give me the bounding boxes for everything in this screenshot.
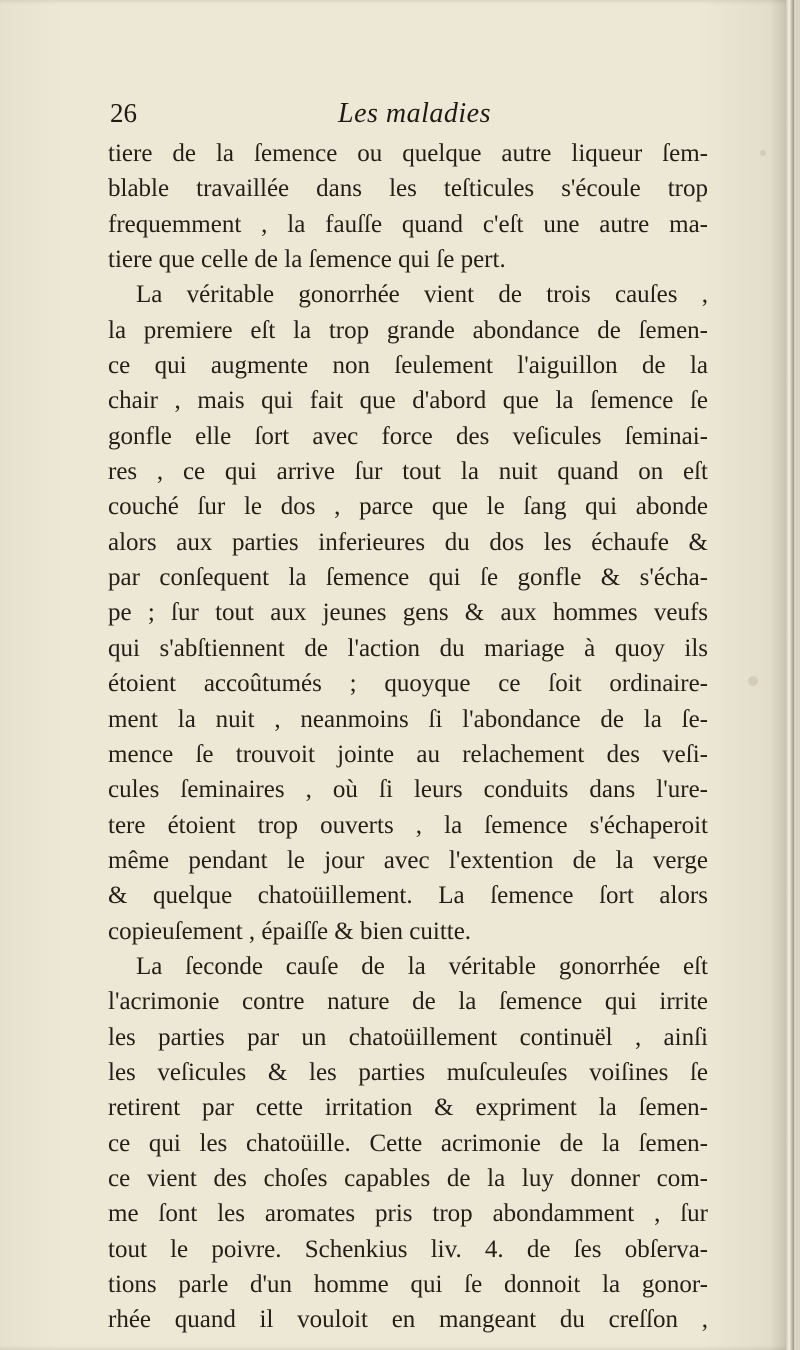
running-head bbox=[110, 98, 710, 138]
text-line: La ſeconde cauſe de la véritable gonorrhée eſt bbox=[136, 952, 708, 980]
text-line: les veſicules & les parties muſculeuſes voiſines ſe bbox=[108, 1058, 708, 1086]
text-line: tiere de la ſemence ou quelque autre liqueur ſem- bbox=[108, 140, 708, 167]
text-line: la premiere eſt la trop grande abondance de ſemen- bbox=[108, 316, 708, 344]
text-line: même pendant le jour avec l'extention de la verge bbox=[108, 846, 708, 874]
text-line: mence ſe trouvoit jointe au relachement des veſi- bbox=[108, 740, 708, 768]
text-line: frequemment , la fauſſe quand c'eſt une autre ma- bbox=[108, 210, 708, 238]
text-line: étoient accoûtumés ; quoyque ce ſoit ordinaire- bbox=[108, 670, 708, 698]
text-line: res , ce qui arrive ſur tout la nuit quand on eſt bbox=[108, 458, 708, 486]
text-line: couché ſur le dos , parce que le ſang qui abonde bbox=[108, 493, 708, 521]
running-title: Les maladies bbox=[338, 98, 491, 129]
paper-stain bbox=[748, 676, 758, 686]
text-line: les parties par un chatoüillement continuël , ainſi bbox=[108, 1023, 708, 1051]
text-line: blable travaillée dans les teſticules s'écoule trop bbox=[108, 175, 708, 203]
page-number: 26 bbox=[110, 98, 137, 128]
text-line: tere étoient trop ouverts , la ſemence s'échaperoit bbox=[108, 811, 708, 839]
text-line: par conſequent la ſemence qui ſe gonfle & s'écha- bbox=[108, 564, 708, 592]
text-line: qui s'abſtiennent de l'action du mariage à quoy ils bbox=[108, 634, 708, 662]
text-line: cules ſeminaires , où ſi leurs conduits dans l'ure- bbox=[108, 776, 708, 804]
text-line: gonfle elle ſort avec force des veſicules ſeminai- bbox=[108, 422, 708, 450]
text-line: ce vient des choſes capables de la luy donner com- bbox=[108, 1164, 708, 1192]
text-line: pe ; ſur tout aux jeunes gens & aux hommes veufs bbox=[108, 599, 708, 627]
text-line: l'acrimonie contre nature de la ſemence qui irrite bbox=[108, 988, 708, 1016]
text-line: ce qui les chatoüille. Cette acrimonie de la ſemen- bbox=[108, 1129, 708, 1157]
text-line: ment la nuit , neanmoins ſi l'abondance de la ſe- bbox=[108, 705, 708, 733]
text-line: tions parle d'un homme qui ſe donnoit la gonor- bbox=[108, 1271, 708, 1298]
text-line: tiere que celle de la ſemence qui ſe pert. bbox=[108, 246, 506, 274]
text-line: La véritable gonorrhée vient de trois cauſes , bbox=[136, 281, 708, 309]
text-line: retirent par cette irritation & expriment la ſemen- bbox=[108, 1094, 708, 1122]
text-line: tout le poivre. Schenkius liv. 4. de ſes obſerva- bbox=[108, 1235, 708, 1263]
body-text bbox=[108, 136, 708, 1338]
text-line: chair , mais qui fait que d'abord que la ſemence ſe bbox=[108, 387, 708, 415]
text-line: rhée quand il vouloit en mangeant du creſſon , bbox=[108, 1306, 708, 1334]
paper-stain bbox=[760, 150, 766, 156]
text-line: alors aux parties inferieures du dos les échaufe & bbox=[108, 528, 708, 556]
text-line: me ſont les aromates pris trop abondamment , ſur bbox=[108, 1200, 708, 1228]
text-line: & quelque chatoüillement. La ſemence ſort alors bbox=[108, 882, 708, 910]
text-line: copieuſement , épaiſſe & bien cuitte. bbox=[108, 917, 472, 945]
text-line: ce qui augmente non ſeulement l'aiguillon de la bbox=[108, 352, 708, 380]
page-edge bbox=[786, 0, 794, 1350]
